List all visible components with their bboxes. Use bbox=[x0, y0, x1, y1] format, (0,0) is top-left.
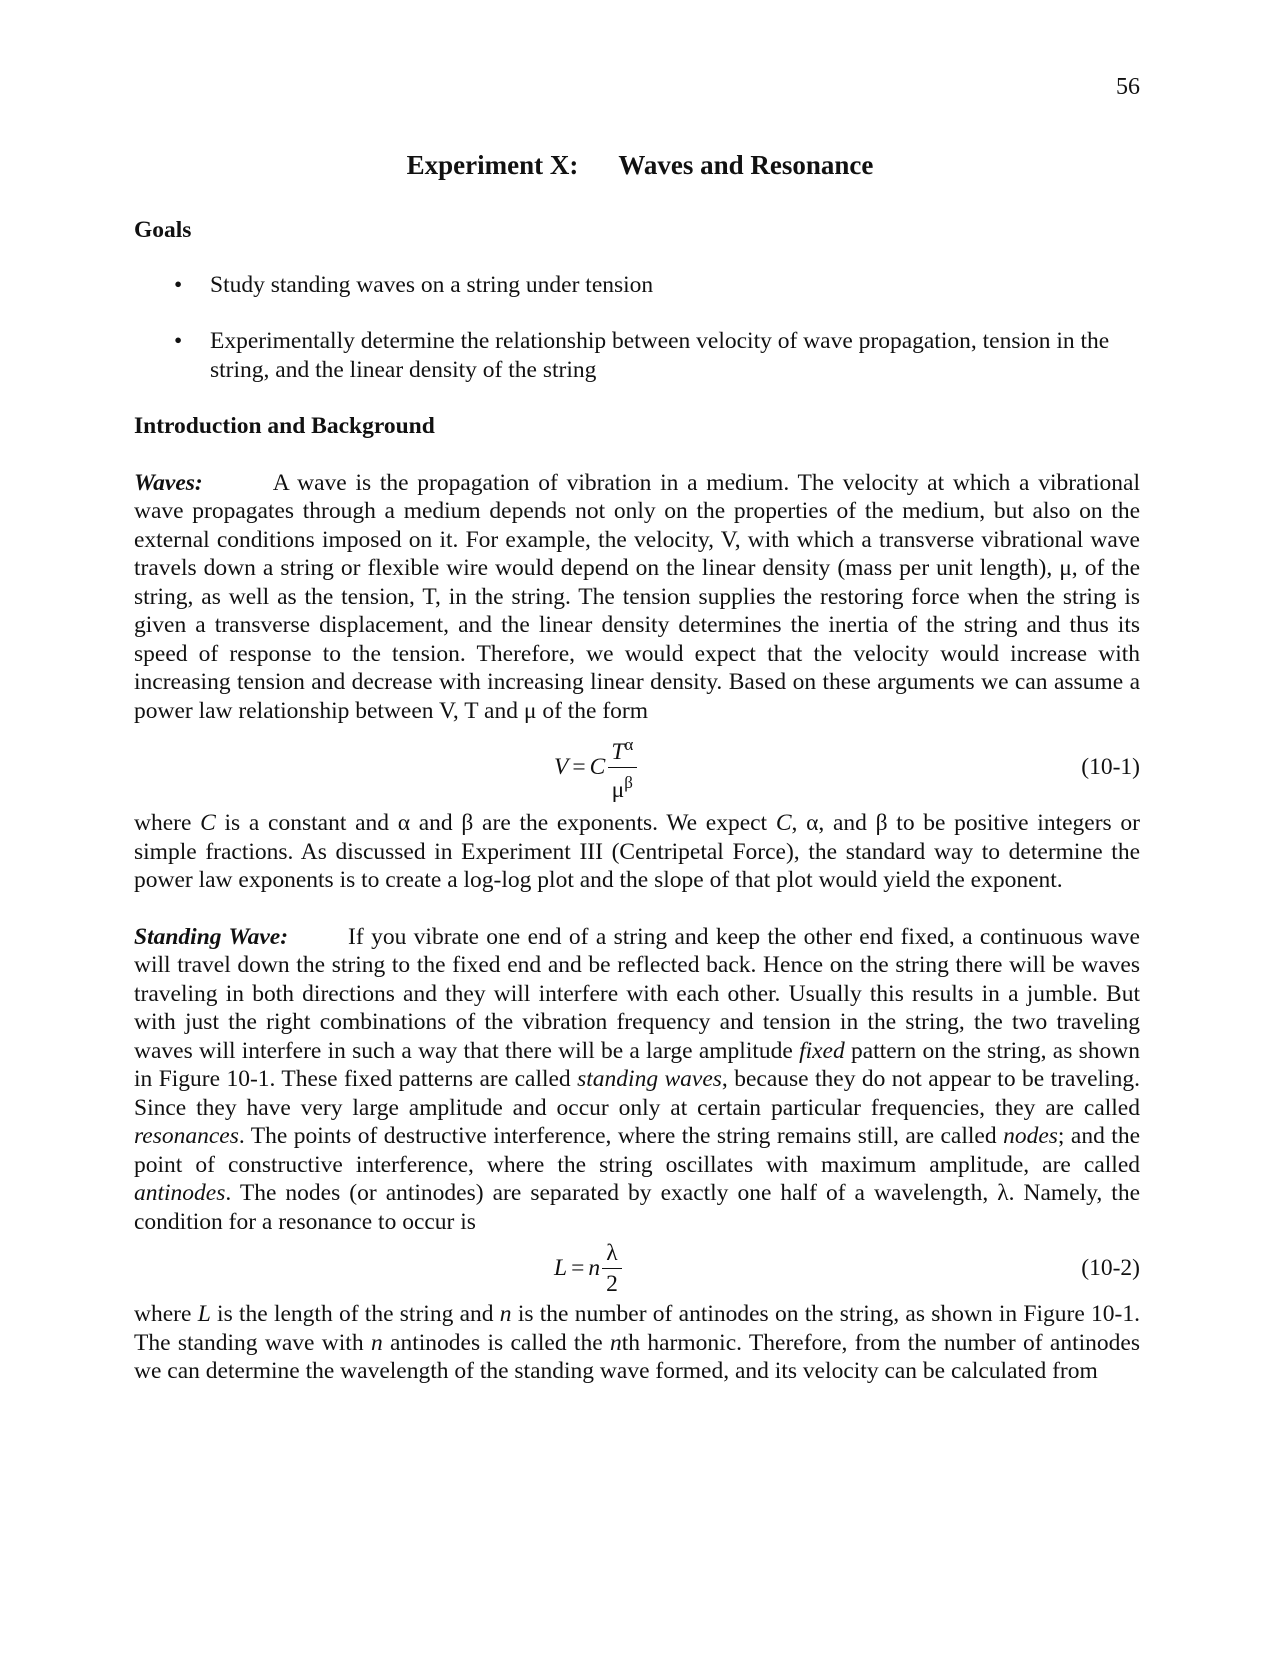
text-run: is the length of the string and bbox=[210, 1301, 500, 1327]
after-eq2-paragraph bbox=[134, 1300, 1140, 1386]
eq1-den-exponent: β bbox=[624, 772, 633, 792]
text-run: th harmonic. Therefore, from the number of antinodes we can determine the wavelength of the standing wave formed, and its velocity can be calculated from bbox=[134, 1329, 1140, 1384]
text-run: If you vibrate one end of a string and keep the other end fixed, a continuous wave will travel down the string to the fixed end and be reflected back. Hence on the string there will be waves traveling in both directions and they will interfere with each other. Usually this results in a jumble. But with just the right combinations of the vibration frequency and tension in the string, the two traveling waves will interfere in such a way that there will be a large amplitude bbox=[134, 923, 1140, 1064]
eq2-equals: = bbox=[571, 1254, 585, 1281]
document-body bbox=[134, 216, 1140, 1386]
eq2-fraction bbox=[602, 1238, 622, 1299]
emphasis-term: resonances bbox=[134, 1123, 239, 1149]
goal-item-text: Experimentally determine the relationship between velocity of wave propagation, tension in the string, and the linear density of the string bbox=[210, 328, 1110, 383]
emphasis-term: nodes bbox=[1003, 1123, 1058, 1149]
eq1-fraction bbox=[607, 730, 637, 805]
bullet-icon: • bbox=[174, 328, 183, 354]
standing-wave-paragraph bbox=[134, 923, 1140, 1237]
variable-symbol: n bbox=[499, 1301, 512, 1327]
variable-symbol: n bbox=[610, 1329, 622, 1356]
emphasis-term: standing waves bbox=[577, 1066, 722, 1092]
equation-10-2 bbox=[134, 1236, 1140, 1300]
standing-wave-lead: Standing Wave: bbox=[134, 923, 289, 950]
bullet-icon: • bbox=[174, 271, 183, 298]
waves-paragraph bbox=[134, 469, 1140, 726]
text-run: . The points of destructive interference, where the string remains still, are called bbox=[238, 1123, 1004, 1149]
page-title bbox=[0, 150, 1280, 181]
eq1-lhs: V bbox=[554, 753, 569, 780]
text-run: ; and the point of constructive interference, where the string oscillates with maximum amplitude, are called bbox=[134, 1123, 1140, 1178]
goals-heading: Goals bbox=[134, 217, 192, 243]
constant-symbol: C bbox=[775, 810, 792, 836]
eq1-den-base: μ bbox=[611, 776, 625, 803]
eq1-num-exponent: α bbox=[624, 734, 634, 754]
eq1-denominator bbox=[608, 767, 637, 805]
text-run: where bbox=[134, 810, 201, 836]
equation-10-1 bbox=[134, 725, 1140, 809]
eq1-num-base: T bbox=[611, 738, 625, 765]
eq2-denominator: 2 bbox=[602, 1268, 622, 1299]
eq2-lhs: L bbox=[554, 1254, 568, 1281]
goal-item-2 bbox=[134, 327, 1140, 384]
equation-10-2-body bbox=[554, 1236, 622, 1300]
emphasis-term: fixed bbox=[799, 1037, 845, 1064]
waves-lead: Waves: bbox=[134, 469, 203, 496]
goals-list bbox=[134, 271, 1140, 385]
variable-symbol: L bbox=[197, 1301, 211, 1327]
equation-label: (10-2) bbox=[1081, 1254, 1140, 1281]
text-run: antinodes is called the bbox=[382, 1329, 610, 1356]
text-run: is the number of antinodes on the string, as shown in Figure 10-1. The standing wave with bbox=[134, 1301, 1140, 1356]
eq1-constant: C bbox=[589, 753, 606, 780]
eq1-equals: = bbox=[572, 753, 586, 780]
text-run: , α, and β to be positive integers or simple fractions. As discussed in Experiment III (Centripetal Force), the standard way to determine the power law exponents is to create a log-log plot and the slope of that plot would yield the exponent. bbox=[134, 810, 1140, 893]
after-eq1-paragraph bbox=[134, 809, 1140, 895]
eq2-numerator: λ bbox=[606, 1239, 618, 1266]
equation-label: (10-1) bbox=[1081, 753, 1140, 780]
text-run: where bbox=[134, 1301, 198, 1327]
goal-item-text: Study standing waves on a string under tension bbox=[210, 271, 654, 298]
equation-10-1-body bbox=[554, 725, 637, 809]
title-experiment-number: Experiment X: bbox=[406, 150, 579, 180]
constant-symbol: C bbox=[200, 810, 216, 836]
title-experiment-name: Waves and Resonance bbox=[618, 150, 874, 180]
text-run: , because they do not appear to be traveling. Since they have very large amplitude and occur only at certain particular frequencies, they are called bbox=[134, 1066, 1140, 1121]
page-number: 56 bbox=[1116, 74, 1140, 100]
intro-heading: Introduction and Background bbox=[134, 413, 435, 439]
text-run: . The nodes (or antinodes) are separated by exactly one half of a wavelength, λ. Namely, the condition for a resonance to occur is bbox=[134, 1180, 1140, 1235]
variable-symbol: n bbox=[370, 1329, 383, 1356]
text-run: is a constant and α and β are the exponents. We expect bbox=[215, 810, 776, 836]
eq2-var: n bbox=[588, 1254, 601, 1281]
goal-item-1 bbox=[134, 271, 1140, 300]
waves-text: A wave is the propagation of vibration in a medium. The velocity at which a vibrational wave propagates through a medium depends not only on the properties of the medium, but also on the external conditions imposed on it. For example, the velocity, V, with which a transverse vibrational wave travels down a string or flexible wire would depend on the linear density (mass per unit length), μ, of the string, as well as the tension, T, in the string. The tension supplies the restoring force when the string is given a transverse displacement, and the linear density determines the inertia of the string and thus its speed of response to the tension. Therefore, we would expect that the velocity would increase with increasing tension and decrease with increasing linear density. Based on these arguments we can assume a power law relationship between V, T and μ of the form bbox=[134, 469, 1140, 724]
emphasis-term: antinodes bbox=[134, 1180, 226, 1206]
eq1-numerator bbox=[607, 730, 637, 767]
text-run: pattern on the string, as shown in Figure 10-1. These fixed patterns are called bbox=[134, 1037, 1140, 1092]
